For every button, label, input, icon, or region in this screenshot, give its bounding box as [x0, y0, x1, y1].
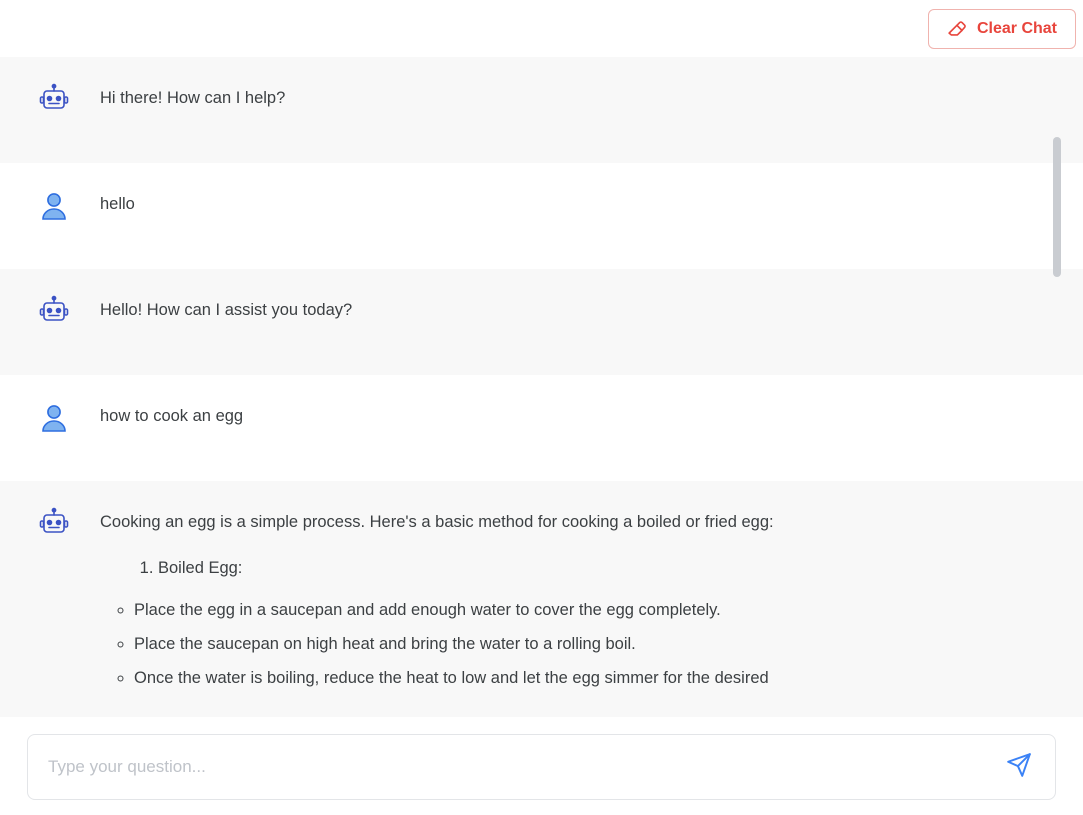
send-button[interactable] [999, 747, 1039, 787]
robot-avatar-icon [36, 507, 72, 543]
message-row [0, 269, 1083, 375]
robot-avatar-icon [36, 83, 72, 119]
message-row [0, 375, 1083, 481]
message-paragraph: Hello! How can I assist you today? [100, 301, 353, 319]
robot-avatar-icon [36, 295, 72, 331]
eraser-icon [945, 18, 967, 40]
message-text [100, 399, 243, 429]
message-row [0, 163, 1083, 269]
user-avatar-icon [36, 189, 72, 225]
message-paragraph: Hi there! How can I help? [100, 89, 286, 107]
message-text [100, 81, 285, 111]
ordered-list [100, 557, 774, 581]
send-paper-plane-icon [1006, 752, 1032, 781]
list-item: ◦ Place the saucepan on high heat and bring the water to a rolling boil. [134, 633, 774, 657]
message-paragraph: how to cook an egg [100, 407, 244, 425]
user-avatar-icon [36, 401, 72, 437]
clear-chat-label: Clear Chat [976, 19, 1057, 37]
chat-scroll-area[interactable] [0, 57, 1083, 717]
message-row [0, 57, 1083, 163]
list-item: 1. Boiled Egg: [158, 557, 774, 581]
list-item: ◦ Place the egg in a saucepan and add enough water to cover the egg completely. [134, 599, 774, 623]
question-input[interactable] [44, 757, 999, 777]
chat-scrollbar[interactable] [1053, 67, 1061, 717]
message-row [0, 481, 1083, 717]
composer-input-wrapper[interactable] [27, 734, 1056, 800]
list-item: ◦ Once the water is boiling, reduce the heat to low and let the egg simmer for the desired [134, 667, 774, 691]
bullet-list [100, 599, 774, 691]
clear-chat-button[interactable] [928, 9, 1076, 49]
message-list [0, 57, 1083, 717]
message-text [100, 187, 135, 217]
message-text [100, 505, 774, 701]
message-paragraph: Cooking an egg is a simple process. Here's a basic method for cooking a boiled or fried egg: [100, 513, 774, 531]
message-paragraph: hello [100, 195, 135, 213]
composer-bar [0, 717, 1083, 815]
message-text [100, 293, 352, 323]
chat-scrollbar-thumb[interactable] [1053, 137, 1061, 277]
app-header [0, 0, 1083, 57]
